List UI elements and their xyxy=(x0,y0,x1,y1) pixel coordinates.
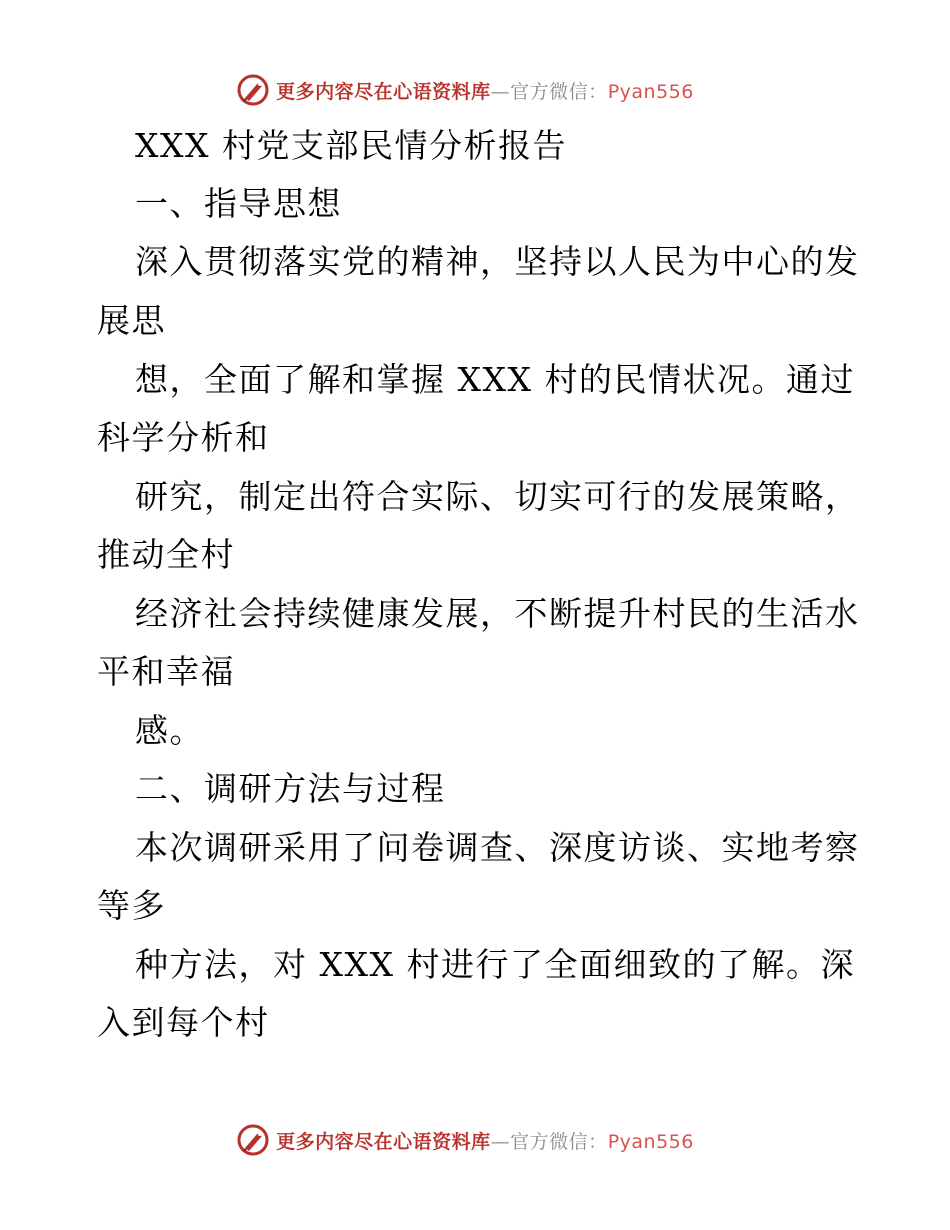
paragraph-line: 深入贯彻落实党的精神，坚持以人民为中心的发 xyxy=(135,242,860,281)
paragraph-line: 科学分析和 xyxy=(97,418,270,457)
footer-dash: — xyxy=(490,1130,511,1153)
paragraph-line: 入到每个村 xyxy=(97,1003,270,1042)
paragraph-line: 等多 xyxy=(97,886,166,925)
pen-logo-icon xyxy=(236,1123,270,1157)
footer-banner-text xyxy=(276,1127,694,1154)
footer-banner xyxy=(0,1120,950,1160)
header-brand: 更多内容尽在心语资料库 xyxy=(276,80,491,103)
paragraph-line: 种方法，对 XXX 村进行了全面细致的了解。深 xyxy=(135,945,855,984)
paragraph-line: 想，全面了解和掌握 XXX 村的民情状况。通过 xyxy=(135,360,855,399)
section-heading-1: 一、指导思想 xyxy=(135,184,342,223)
paragraph-line: 推动全村 xyxy=(97,535,235,574)
paragraph-line: 感。 xyxy=(135,711,204,750)
pen-logo-icon xyxy=(236,73,270,107)
footer-wechat-id: Pyan556 xyxy=(607,1130,694,1153)
header-dash: — xyxy=(490,80,511,103)
paragraph-line: 研究，制定出符合实际、切实可行的发展策略， xyxy=(135,477,860,516)
header-banner-text xyxy=(276,77,694,104)
header-banner-inner xyxy=(236,73,694,107)
paragraph-line: 展思 xyxy=(97,301,166,340)
header-banner xyxy=(0,70,950,110)
doc-title: XXX 村党支部民情分析报告 xyxy=(135,126,567,165)
footer-banner-inner xyxy=(236,1123,694,1157)
header-wechat-label: 官方微信： xyxy=(510,80,608,103)
paragraph-line: 平和幸福 xyxy=(97,652,235,691)
section-heading-2: 二、调研方法与过程 xyxy=(135,769,446,808)
header-wechat-id: Pyan556 xyxy=(607,80,694,103)
paragraph-line: 本次调研采用了问卷调查、深度访谈、实地考察 xyxy=(135,828,860,867)
footer-wechat-label: 官方微信： xyxy=(510,1130,608,1153)
footer-brand: 更多内容尽在心语资料库 xyxy=(276,1130,491,1153)
paragraph-line: 经济社会持续健康发展，不断提升村民的生活水 xyxy=(135,594,860,633)
